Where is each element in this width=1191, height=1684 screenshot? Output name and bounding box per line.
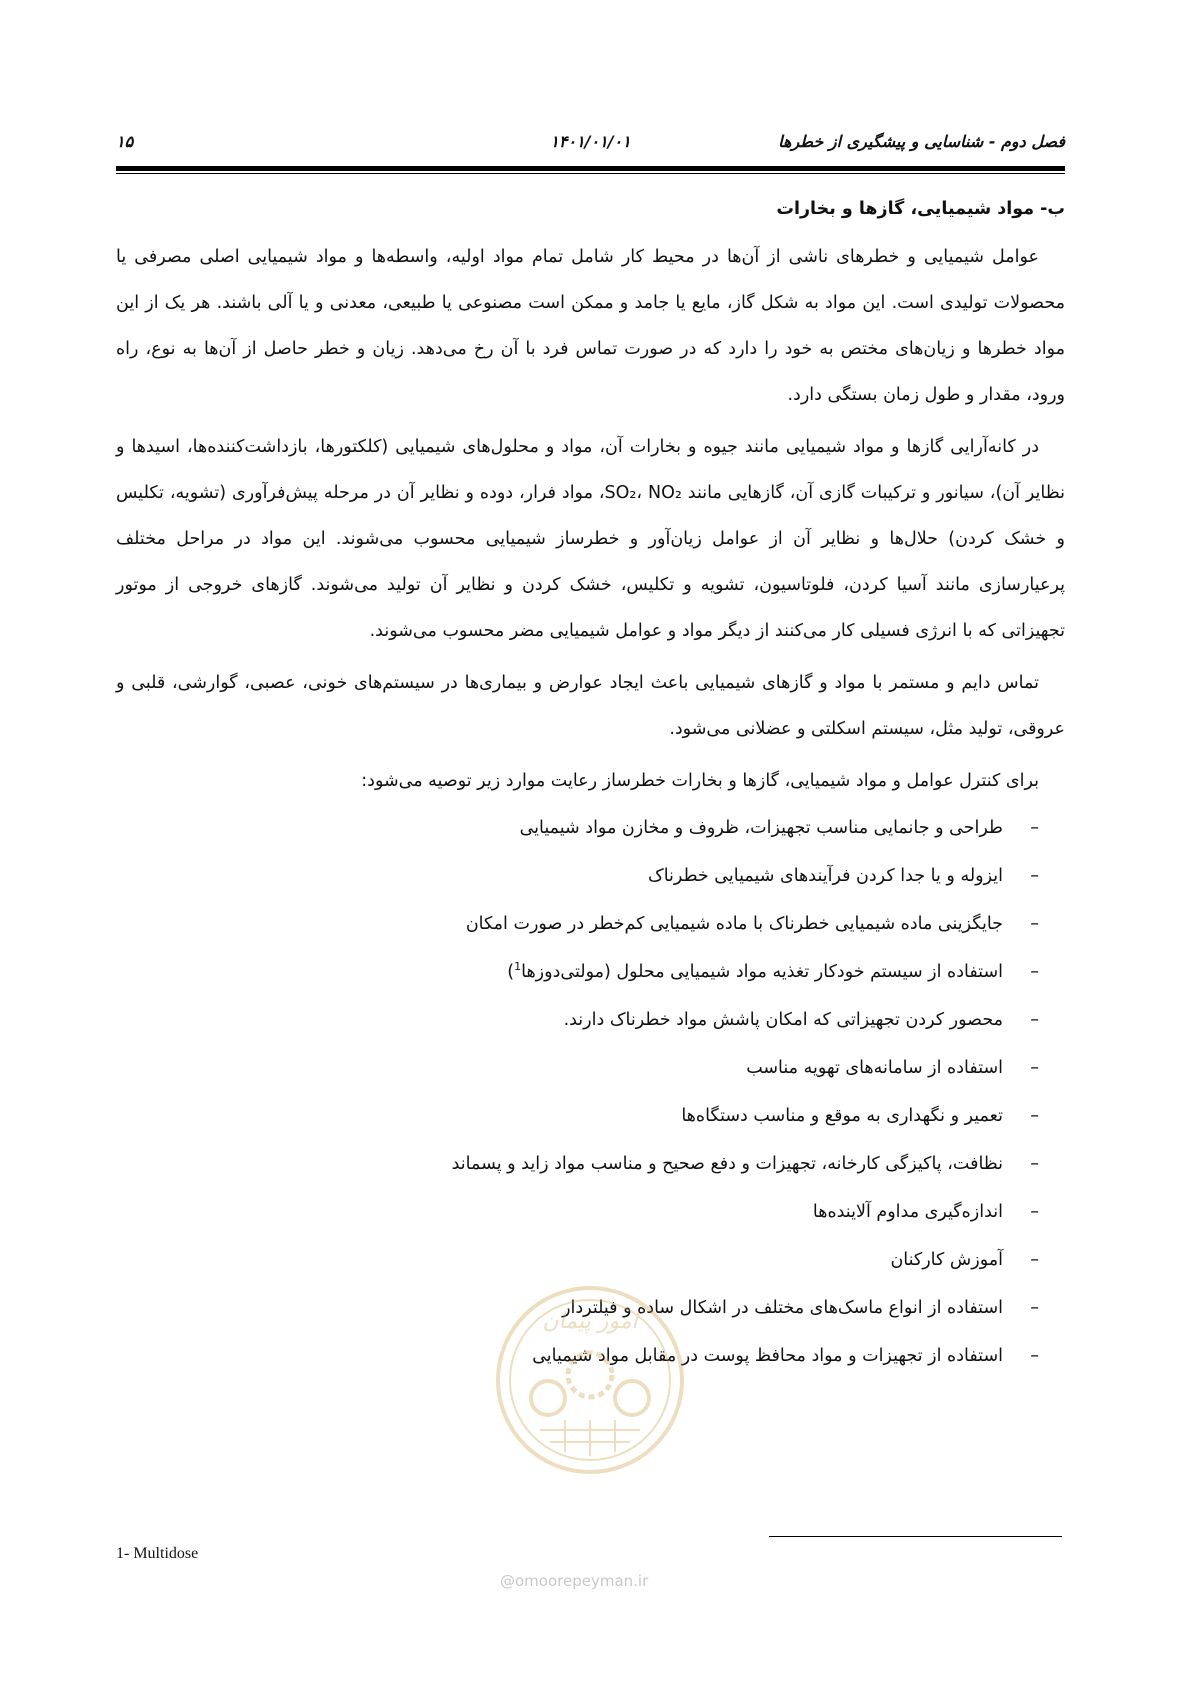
footnote-marker[interactable]: 1	[514, 960, 522, 974]
list-item-text: اندازه‌گیری مداوم آلاینده‌ها	[812, 1202, 1003, 1222]
watermark-url-text: omoorepeyman.ir	[515, 1572, 649, 1590]
list-item-text: طراحی و جانمایی مناسب تجهیزات، ظروف و مخازن مواد شیمیایی	[519, 818, 1003, 838]
list-item-text: نظافت، پاکیزگی کارخانه، تجهیزات و دفع صحیح و مناسب مواد زاید و پسماند	[451, 1154, 1003, 1174]
watermark-seal-icon	[490, 1280, 690, 1480]
header-rule-thin	[116, 173, 1065, 174]
list-item	[116, 1044, 1039, 1092]
list-item-text: استفاده از سیستم خودکار تغذیه مواد شیمیایی محلول (مولتی‌دوزها	[521, 962, 1003, 982]
chapter-title: فصل دوم - شناسایی و پیشگیری از خطرها	[778, 132, 1065, 151]
bullet-dash: –	[1030, 1154, 1039, 1174]
list-item	[116, 1236, 1039, 1284]
list-item-text: تعمیر و نگهداری به موقع و مناسب دستگاه‌ها	[681, 1106, 1003, 1126]
list-item-text: آموزش کارکنان	[890, 1250, 1003, 1270]
bullet-dash: –	[1030, 1058, 1039, 1078]
list-item	[116, 1140, 1039, 1188]
list-item-close: )	[507, 962, 515, 982]
paragraph-1: عوامل شیمیایی و خطرهای ناشی از آن‌ها در محیط کار شامل تمام مواد اولیه، واسطه‌ها و مواد شیمیایی اصلی مصرفی یا محصولات تولیدی است. این مواد به شکل گاز، مایع یا جامد و ممکن است مصنوعی یا طبیعی، معدنی و یا آلی باشند. هر یک از این مواد خطرها و زیان‌های مختص به خود را دارد که در صورت تماس فرد با آن رخ می‌دهد. زیان و خطر حاصل از آن‌ها به نوع، راه ورود، مقدار و طول زمان بستگی دارد.	[116, 247, 1065, 405]
bullet-dash: –	[1030, 1298, 1039, 1318]
bullet-dash: –	[1030, 1010, 1039, 1030]
list-item	[116, 1092, 1039, 1140]
paragraph-3: تماس دایم و مستمر با مواد و گازهای شیمیایی باعث ایجاد عوارض و بیماری‌ها در سیستم‌های خونی، عصبی، گوارشی، قلبی و عروقی، تولید مثل، سیستم اسکلتی و عضلانی می‌شود.	[116, 673, 1065, 739]
page-number: ۱۵	[116, 132, 134, 151]
paragraph-2: در کانه‌آرایی گازها و مواد شیمیایی مانند جیوه و بخارات آن، مواد و محلول‌های شیمیایی (کلکتورها، بازداشت‌کننده‌ها، اسیدها و نظایر آن)، سیانور و ترکیبات گازی آن، گازهایی مانند SO₂، NO₂، مواد فرار، دوده و نظایر آن در مرحله پیش‌فرآوری (تشویه، تکلیس و خشک کردن) حلال‌ها و نظایر آن از عوامل زیان‌آور و خطرساز شیمیایی محسوب می‌شوند. این مواد در مراحل مختلف پرعیارسازی مانند آسیا کردن، فلوتاسیون، تشویه و تکلیس، خشک کردن و نظایر آن تولید می‌شوند. گازهای خروجی از موتور تجهیزاتی که با انرژی فسیلی کار می‌کنند از دیگر مواد و عوامل شیمیایی مضر محسوب می‌شوند.	[116, 437, 1065, 641]
section-heading: ب- مواد شیمیایی، گازها و بخارات	[776, 199, 1065, 219]
list-item-text: محصور کردن تجهیزاتی که امکان پاشش مواد خطرناک دارند.	[563, 1010, 1003, 1030]
list-item-text: جایگزینی ماده شیمیایی خطرناک با ماده شیمیایی کم‌خطر در صورت امکان	[465, 914, 1003, 934]
footnote-rule	[769, 1536, 1062, 1537]
bullet-dash: –	[1030, 1106, 1039, 1126]
list-item	[116, 1188, 1039, 1236]
main-content	[116, 186, 1065, 1380]
list-item	[116, 996, 1039, 1044]
list-item	[116, 852, 1039, 900]
header-date: ۱۴۰۱/۰۱/۰۱	[550, 132, 631, 151]
list-item-text: استفاده از تجهیزات و مواد محافظ پوست در مقابل مواد شیمیایی	[532, 1346, 1003, 1366]
list-item-text: استفاده از انواع ماسک‌های مختلف در اشکال ساده و فیلتردار	[562, 1298, 1003, 1318]
footnote: 1- Multidose	[116, 1545, 199, 1562]
header-rule-thick	[116, 166, 1065, 171]
list-intro: برای کنترل عوامل و مواد شیمیایی، گازها و بخارات خطرساز رعایت موارد زیر توصیه می‌شود:	[361, 771, 1039, 791]
list-item-text: ایزوله و یا جدا کردن فرآیندهای شیمیایی خطرناک	[648, 866, 1003, 886]
watermark-logo-text: امور پیمان	[542, 1309, 638, 1334]
list-item	[116, 948, 1039, 996]
bullet-dash: –	[1030, 866, 1039, 886]
list-item	[116, 900, 1039, 948]
list-item-text: استفاده از سامانه‌های تهویه مناسب	[746, 1058, 1003, 1078]
bullet-dash: –	[1030, 1250, 1039, 1270]
bullet-dash: –	[1030, 818, 1039, 838]
list-item	[116, 804, 1039, 852]
running-header	[116, 130, 1065, 164]
watermark-url: @omoorepeyman.ir	[500, 1572, 649, 1590]
bullet-dash: –	[1030, 962, 1039, 982]
bullet-dash: –	[1030, 1202, 1039, 1222]
bullet-dash: –	[1030, 1346, 1039, 1366]
bullet-dash: –	[1030, 914, 1039, 934]
